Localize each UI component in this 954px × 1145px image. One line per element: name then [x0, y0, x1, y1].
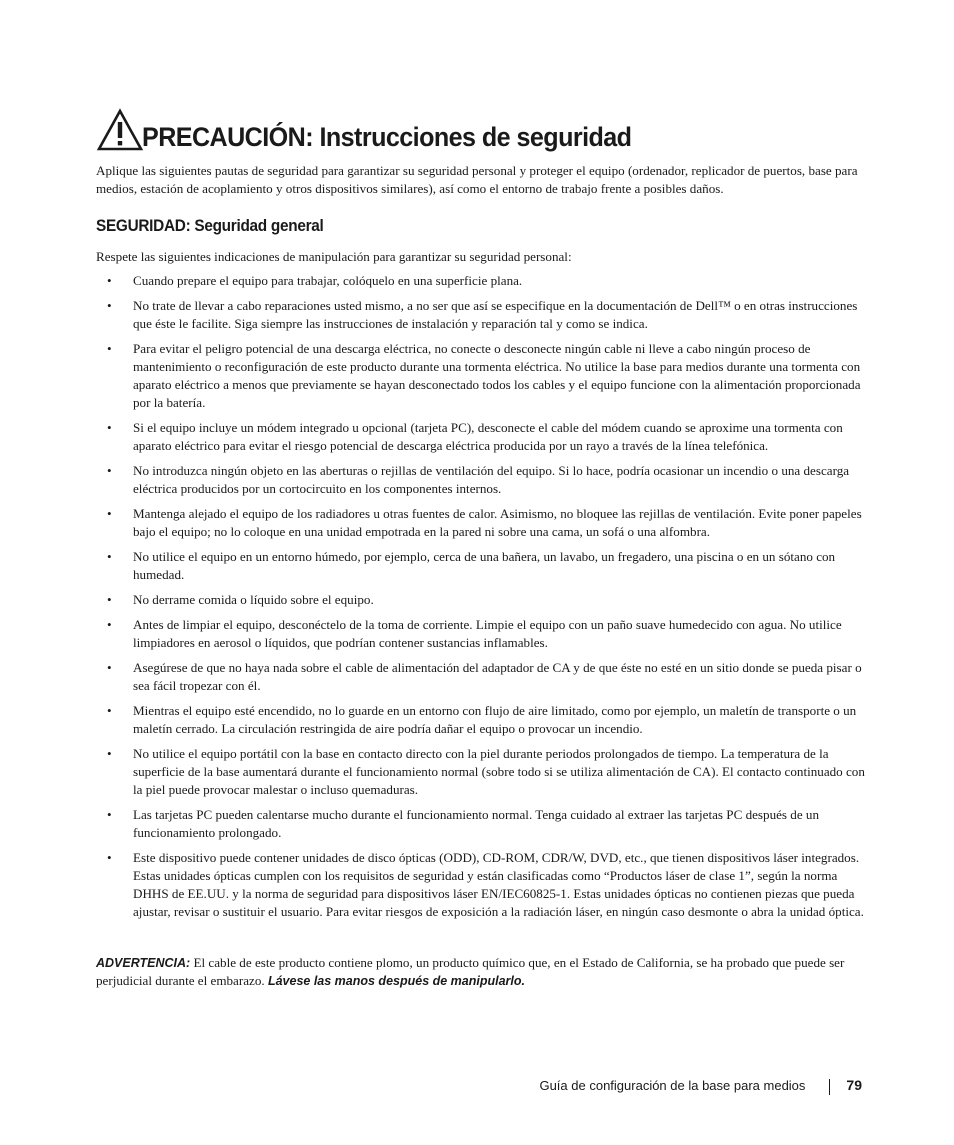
list-item-text: Cuando prepare el equipo para trabajar, colóquelo en una superficie plana. [133, 273, 523, 288]
footer-divider [829, 1079, 830, 1095]
list-item [96, 849, 866, 921]
bullet-icon: • [107, 298, 112, 313]
notice-emphasis: Lávese las manos después de manipularlo. [267, 974, 525, 988]
list-item [96, 462, 866, 498]
bullet-icon: • [107, 746, 112, 761]
bullet-icon: • [107, 341, 112, 356]
notice-text: El cable de este producto contiene plomo, un producto químico que, en el Estado de California, se ha probado que puede ser perjudicial durante el embarazo. [96, 955, 845, 988]
list-item [96, 548, 866, 584]
list-item-text: Este dispositivo puede contener unidades de disco ópticas (ODD), CD-ROM, CDR/W, DVD, etc., que tienen dispositivos láser integrados. Estas unidades ópticas cumplen con los requisitos de seguridad y están clasificadas como “Productos láser de clase 1”, según la norma DHHS de EE.UU. y la norma de seguridad para dispositivos láser EN/IEC60825-1. Estas unidades ópticas no contienen piezas que pueda ajustar, revisar o sustituir el usuario. Para evitar riesgos de exposición a la radiación láser, en ningún caso desmonte o abra la unidad óptica. [133, 850, 864, 919]
warning-notice [96, 954, 866, 990]
list-item-text: Asegúrese de que no haya nada sobre el cable de alimentación del adaptador de CA y de que éste no esté en un sitio donde se pueda pisar o sea fácil tropezar con él. [133, 660, 862, 693]
bullet-icon: • [107, 617, 112, 632]
bullet-icon: • [107, 592, 112, 607]
list-item-text: No trate de llevar a cabo reparaciones usted mismo, a no ser que así se especifique en la documentación de Dell™ o en otras instrucciones que éste le facilite. Siga siempre las instrucciones de instalación y reparación tal y como se indica. [133, 298, 858, 331]
list-item-text: No introduzca ningún objeto en las aberturas o rejillas de ventilación del equipo. Si lo hace, podría ocasionar un incendio o una descarga eléctrica producidos por un cortocircuito en los componentes internos. [133, 463, 850, 496]
bullet-icon: • [107, 273, 112, 288]
list-item-text: Antes de limpiar el equipo, desconéctelo de la toma de corriente. Limpie el equipo con un paño suave humedecido con agua. No utilice limpiadores en aerosol o líquidos, que podrían contener sustancias inflamables. [133, 617, 842, 650]
list-item [96, 340, 866, 412]
list-item-text: Mientras el equipo esté encendido, no lo guarde en un entorno con flujo de aire limitado, como por ejemplo, un maletín de transporte o un maletín cerrado. La circulación restringida de aire podría dañar el equipo o provocar un incendio. [133, 703, 857, 736]
section-heading: SEGURIDAD: Seguridad general [96, 217, 324, 235]
list-item-text: No utilice el equipo portátil con la base en contacto directo con la piel durante periodos prolongados de tiempo. La temperatura de la superficie de la base aumentará durante el funcionamiento normal (sobre todo si se utiliza alimentación de CA). El contacto continuado con la piel puede provocar malestar o incluso quemaduras. [133, 746, 865, 797]
list-item [96, 616, 866, 652]
bullet-icon: • [107, 660, 112, 675]
list-item-text: Si el equipo incluye un módem integrado u opcional (tarjeta PC), desconecte el cable del módem cuando se aproxime una tormenta con aparato eléctrico para evitar el riesgo potencial de descarga eléctrica producida por un rayo a través de la línea telefónica. [133, 420, 843, 453]
page-footer [0, 1077, 862, 1095]
bullet-icon: • [107, 420, 112, 435]
footer-guide-title: Guía de configuración de la base para medios [539, 1078, 806, 1093]
bullet-icon: • [107, 549, 112, 564]
list-item-text: No utilice el equipo en un entorno húmedo, por ejemplo, cerca de una bañera, un lavabo, un fregadero, una piscina o en un sótano con humedad. [133, 549, 836, 582]
caution-triangle-icon [96, 108, 144, 152]
notice-label: ADVERTENCIA: [96, 956, 191, 970]
list-item-text: Mantenga alejado el equipo de los radiadores u otras fuentes de calor. Asimismo, no bloquee las rejillas de ventilación. Evite poner papeles bajo el equipo; no lo coloque en una unidad empotrada en la pared ni sobre una cama, un sofá o una alfombra. [133, 506, 862, 539]
list-item-text: Para evitar el peligro potencial de una descarga eléctrica, no conecte o desconecte ningún cable ni lleve a cabo ningún proceso de mantenimiento o reconfiguración de este producto durante una tormenta eléctrica. No utilice la base para medios durante una tormenta con aparato eléctrico a menos que previamente se hayan desconectado todos los cables y el equipo funcione con la alimentación proporcionada por la batería. [133, 341, 861, 410]
list-item [96, 702, 866, 738]
page-number: 79 [846, 1077, 862, 1093]
section-lead: Respete las siguientes indicaciones de manipulación para garantizar su seguridad personal: [96, 249, 572, 264]
bullet-icon: • [107, 807, 112, 822]
list-item [96, 745, 866, 799]
page-title: PRECAUCIÓN: Instrucciones de seguridad [142, 122, 632, 152]
bullet-icon: • [107, 703, 112, 718]
intro-paragraph: Aplique las siguientes pautas de seguridad para garantizar su seguridad personal y proteger el equipo (ordenador, replicador de puertos, base para medios, estación de acoplamiento y otros dispositivos similares), así como el entorno de trabajo frente a posibles daños. [96, 163, 858, 196]
safety-list [96, 272, 866, 928]
list-item [96, 659, 866, 695]
bullet-icon: • [107, 850, 112, 865]
list-item [96, 297, 866, 333]
list-item-text: No derrame comida o líquido sobre el equipo. [133, 592, 374, 607]
title-row [96, 106, 668, 152]
list-item [96, 591, 866, 609]
bullet-icon: • [107, 463, 112, 478]
list-item [96, 806, 866, 842]
bullet-icon: • [107, 506, 112, 521]
list-item [96, 419, 866, 455]
list-item [96, 505, 866, 541]
list-item [96, 272, 866, 290]
list-item-text: Las tarjetas PC pueden calentarse mucho durante el funcionamiento normal. Tenga cuidado al extraer las tarjetas PC después de un funcionamiento prolongado. [133, 807, 820, 840]
